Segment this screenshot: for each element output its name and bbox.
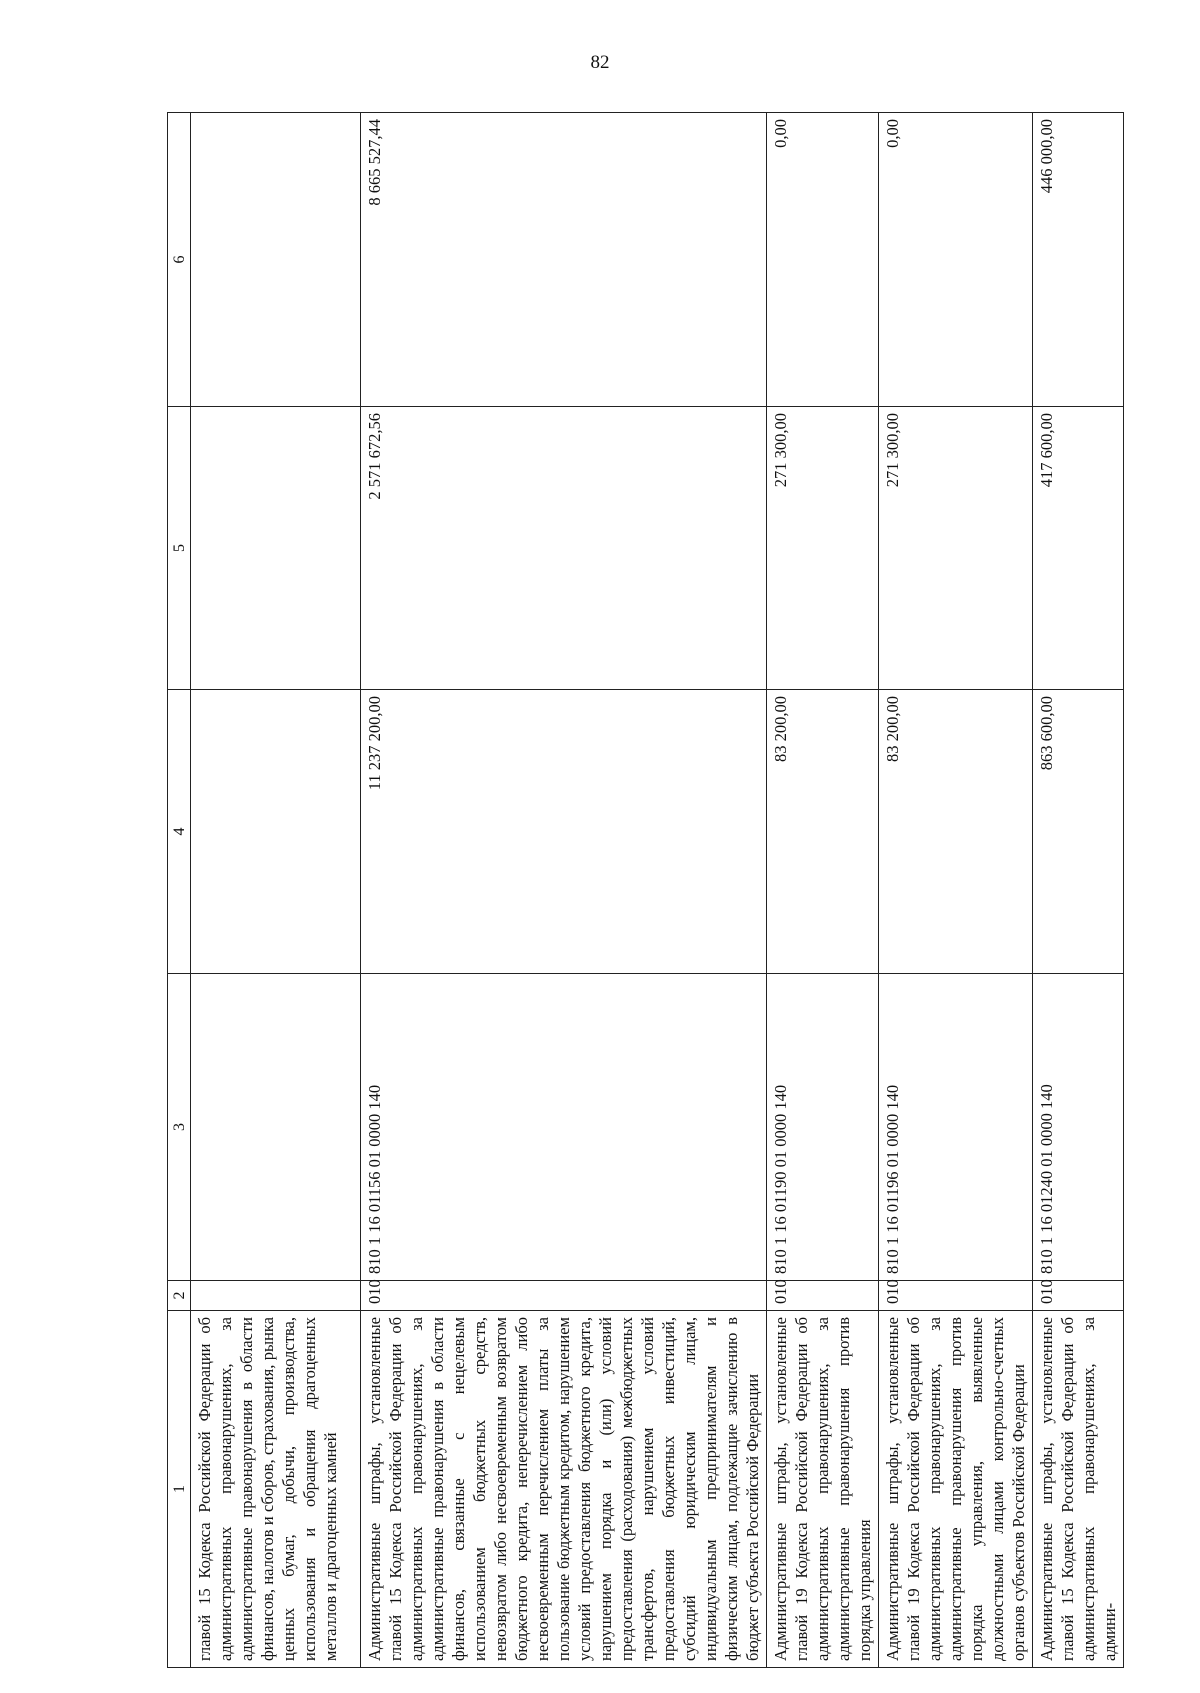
row-description: Административные штрафы, установленные главой 15 Кодекса Российской Федерации об административных правонарушениях, за административные правонарушения в области финансов, связанные с нецелевым использованием бюджетных средств, невозвратом либо несвоевременным возвратом бюджетного кредита, неперечислением либо несвоевременным перечислением платы за пользование бюджетным кредитом, нарушением условий предоставления бюджетного кредита, нарушением порядка и (или) условий предоставления (расходования) межбюджетных трансфертов, нарушением условий предоставления бюджетных инвестиций, субсидий юридическим лицам, индивидуальным предпринимателям и физическим лицам, подлежащие зачислению в бюджет субъекта Российской Федерации (361, 1311, 767, 1668)
row-description: главой 15 Кодекса Российской Федерации об административных правонарушениях, за административные правонарушения в области финансов, налогов и сборов, страхования, рынка ценных бумаг, добычи, производства, использования и обращения драгоценных металлов и драгоценных камней (191, 1311, 361, 1668)
admin-code (191, 1281, 361, 1311)
value-col-5 (191, 407, 361, 690)
column-header: 5 (168, 407, 191, 690)
value-col-4: 83 200,00 (767, 690, 879, 974)
value-col-6 (191, 113, 361, 407)
column-number-header-row (168, 113, 191, 1668)
budget-classification-code: 810 1 16 01190 01 0000 140 (767, 974, 879, 1281)
row-description: Административные штрафы, установленные главой 15 Кодекса Российской Федерации об административных правонарушениях, за админи- (1033, 1311, 1124, 1668)
page-number: 82 (590, 52, 610, 73)
table-row (191, 113, 361, 1668)
budget-classification-code (191, 974, 361, 1281)
admin-code: 010 (767, 1281, 879, 1311)
column-header: 6 (168, 113, 191, 407)
rotated-table-container (167, 113, 1119, 1668)
row-description: Административные штрафы, установленные главой 19 Кодекса Российской Федерации об административных правонарушениях, за административные правонарушения против порядка управления, выявленные должностными лицами контрольно-счетных органов субъектов Российской Федерации (879, 1311, 1033, 1668)
value-col-5: 271 300,00 (767, 407, 879, 690)
value-col-4: 83 200,00 (879, 690, 1033, 974)
value-col-6: 0,00 (879, 113, 1033, 407)
value-col-5: 2 571 672,56 (361, 407, 767, 690)
column-header: 2 (168, 1281, 191, 1311)
admin-code: 010 (1033, 1281, 1124, 1311)
value-col-4: 863 600,00 (1033, 690, 1124, 974)
row-description: Административные штрафы, установленные главой 19 Кодекса Российской Федерации об административных правонарушениях, за административные правонарушения против порядка управления (767, 1311, 879, 1668)
value-col-4 (191, 690, 361, 974)
column-header: 4 (168, 690, 191, 974)
value-col-4: 11 237 200,00 (361, 690, 767, 974)
value-col-6: 8 665 527,44 (361, 113, 767, 407)
value-col-6: 0,00 (767, 113, 879, 407)
table-row (879, 113, 1033, 1668)
table-row (767, 113, 879, 1668)
admin-code: 010 (879, 1281, 1033, 1311)
column-header: 1 (168, 1311, 191, 1668)
budget-classification-code: 810 1 16 01156 01 0000 140 (361, 974, 767, 1281)
table-row (361, 113, 767, 1668)
column-header: 3 (168, 974, 191, 1281)
value-col-6: 446 000,00 (1033, 113, 1124, 407)
budget-revenue-table (167, 112, 1124, 1668)
budget-classification-code: 810 1 16 01196 01 0000 140 (879, 974, 1033, 1281)
budget-classification-code: 810 1 16 01240 01 0000 140 (1033, 974, 1124, 1281)
value-col-5: 271 300,00 (879, 407, 1033, 690)
value-col-5: 417 600,00 (1033, 407, 1124, 690)
admin-code: 010 (361, 1281, 767, 1311)
table-row (1033, 113, 1124, 1668)
